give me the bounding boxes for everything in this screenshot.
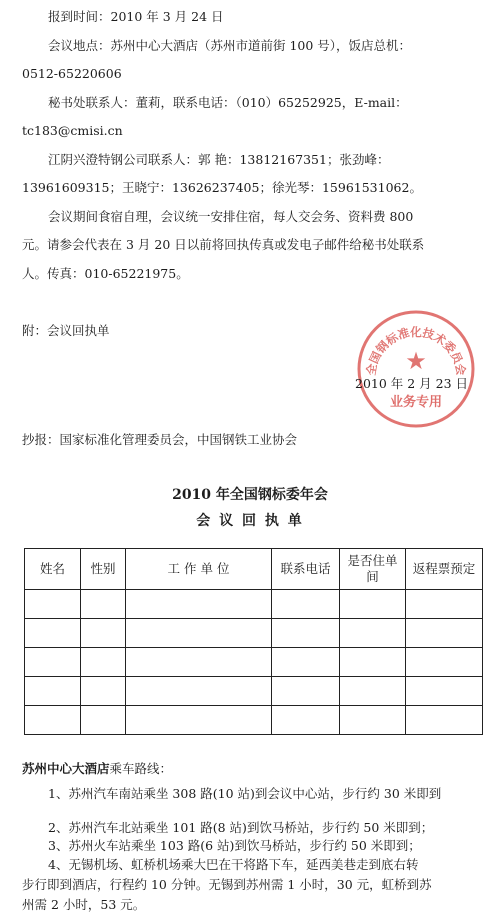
form-cell[interactable] bbox=[81, 706, 126, 735]
fees-line-1: 会议期间食宿自理，会议统一安排住宿，每人交会务、资料费 800 bbox=[48, 209, 414, 224]
route-line-5: 步行即到酒店，行程约 10 分钟。无锡到苏州需 1 小时，30 元，虹桥到苏 bbox=[22, 877, 432, 892]
attachment-note: 附：会议回执单 bbox=[22, 323, 110, 338]
form-cell[interactable] bbox=[340, 677, 406, 706]
header-gender: 性别 bbox=[81, 549, 126, 590]
form-cell[interactable] bbox=[126, 648, 272, 677]
route-line-2: 2、苏州汽车北站乘坐 101 路(8 站)到饮马桥站，步行约 50 米即到； bbox=[48, 820, 434, 835]
header-workplace: 工 作 单 位 bbox=[126, 549, 272, 590]
form-cell[interactable] bbox=[406, 648, 483, 677]
form-cell[interactable] bbox=[272, 590, 340, 619]
route-line-1: 1、苏州汽车南站乘坐 308 路(10 站)到会议中心站，步行约 30 米即到 bbox=[48, 786, 442, 801]
seal-star: ★ bbox=[405, 347, 427, 375]
form-cell[interactable] bbox=[340, 648, 406, 677]
header-phone: 联系电话 bbox=[272, 549, 340, 590]
form-cell[interactable] bbox=[406, 677, 483, 706]
route-line-6: 州需 2 小时，53 元。 bbox=[22, 897, 146, 912]
table-row bbox=[25, 677, 483, 706]
form-cell[interactable] bbox=[25, 648, 81, 677]
form-cell[interactable] bbox=[272, 677, 340, 706]
form-cell[interactable] bbox=[81, 677, 126, 706]
form-cell[interactable] bbox=[126, 677, 272, 706]
header-name: 姓名 bbox=[25, 549, 81, 590]
table-row bbox=[25, 648, 483, 677]
form-cell[interactable] bbox=[126, 706, 272, 735]
form-cell[interactable] bbox=[126, 590, 272, 619]
jiangyin-line-2: 13961609315；王晓宁：13626237405；徐光琴：15961531062。 bbox=[22, 180, 422, 195]
cc-line: 抄报：国家标准化管理委员会，中国钢铁工业协会 bbox=[22, 432, 298, 447]
hotel-name: 苏州中心大酒店 bbox=[22, 761, 110, 776]
route-heading bbox=[22, 761, 172, 777]
form-cell[interactable] bbox=[272, 619, 340, 648]
form-subtitle: 会 议 回 执 单 bbox=[196, 513, 304, 529]
jiangyin-line-1: 江阴兴澄特钢公司联系人：郭 艳：13812167351；张劲峰： bbox=[48, 152, 390, 167]
form-cell[interactable] bbox=[272, 648, 340, 677]
report-time: 报到时间：2010 年 3 月 24 日 bbox=[48, 9, 224, 24]
header-return-ticket: 返程票预定 bbox=[406, 549, 483, 590]
venue-line-2: 0512-65220606 bbox=[22, 66, 122, 81]
reply-form-table bbox=[24, 548, 483, 735]
document-date: 2010 年 2 月 23 日 bbox=[355, 376, 469, 391]
form-cell[interactable] bbox=[25, 590, 81, 619]
form-cell[interactable] bbox=[272, 706, 340, 735]
header-single-room: 是否住单间 bbox=[340, 549, 406, 590]
table-row bbox=[25, 706, 483, 735]
form-title: 2010 年全国钢标委年会 bbox=[172, 487, 328, 503]
table-header-row bbox=[25, 549, 483, 590]
form-cell[interactable] bbox=[406, 619, 483, 648]
route-label: 乘车路线： bbox=[109, 761, 173, 776]
form-cell[interactable] bbox=[406, 590, 483, 619]
form-cell[interactable] bbox=[340, 590, 406, 619]
form-cell[interactable] bbox=[340, 706, 406, 735]
form-cell[interactable] bbox=[340, 619, 406, 648]
seal-arc-text: 全国钢标准化技术委员会 bbox=[363, 324, 469, 377]
seal-bottom-text: 业务专用 bbox=[389, 395, 443, 410]
form-cell[interactable] bbox=[25, 677, 81, 706]
route-line-3: 3、苏州火车站乘坐 103 路(6 站)到饮马桥站，步行约 50 米即到； bbox=[48, 838, 421, 853]
route-line-4: 4、无锡机场、虹桥机场乘大巴在干将路下车，延西美巷走到底右转 bbox=[48, 857, 419, 872]
venue-line-1: 会议地点：苏州中心大酒店（苏州市道前街 100 号），饭店总机： bbox=[48, 38, 412, 53]
table-row bbox=[25, 619, 483, 648]
fees-line-2: 元。请参会代表在 3 月 20 日以前将回执传真或发电子邮件给秘书处联系 bbox=[22, 237, 425, 252]
form-cell[interactable] bbox=[406, 706, 483, 735]
form-cell[interactable] bbox=[25, 619, 81, 648]
form-cell[interactable] bbox=[81, 648, 126, 677]
secretariat-line-2: tc183@cmisi.cn bbox=[22, 123, 123, 138]
form-cell[interactable] bbox=[81, 619, 126, 648]
form-cell[interactable] bbox=[25, 706, 81, 735]
official-seal bbox=[356, 309, 476, 429]
table-row bbox=[25, 590, 483, 619]
secretariat-line-1: 秘书处联系人：董莉，联系电话：（010）65252925，E-mail： bbox=[48, 95, 408, 110]
form-cell[interactable] bbox=[126, 619, 272, 648]
form-cell[interactable] bbox=[81, 590, 126, 619]
fees-line-3: 人。传真：010-65221975。 bbox=[22, 266, 189, 281]
